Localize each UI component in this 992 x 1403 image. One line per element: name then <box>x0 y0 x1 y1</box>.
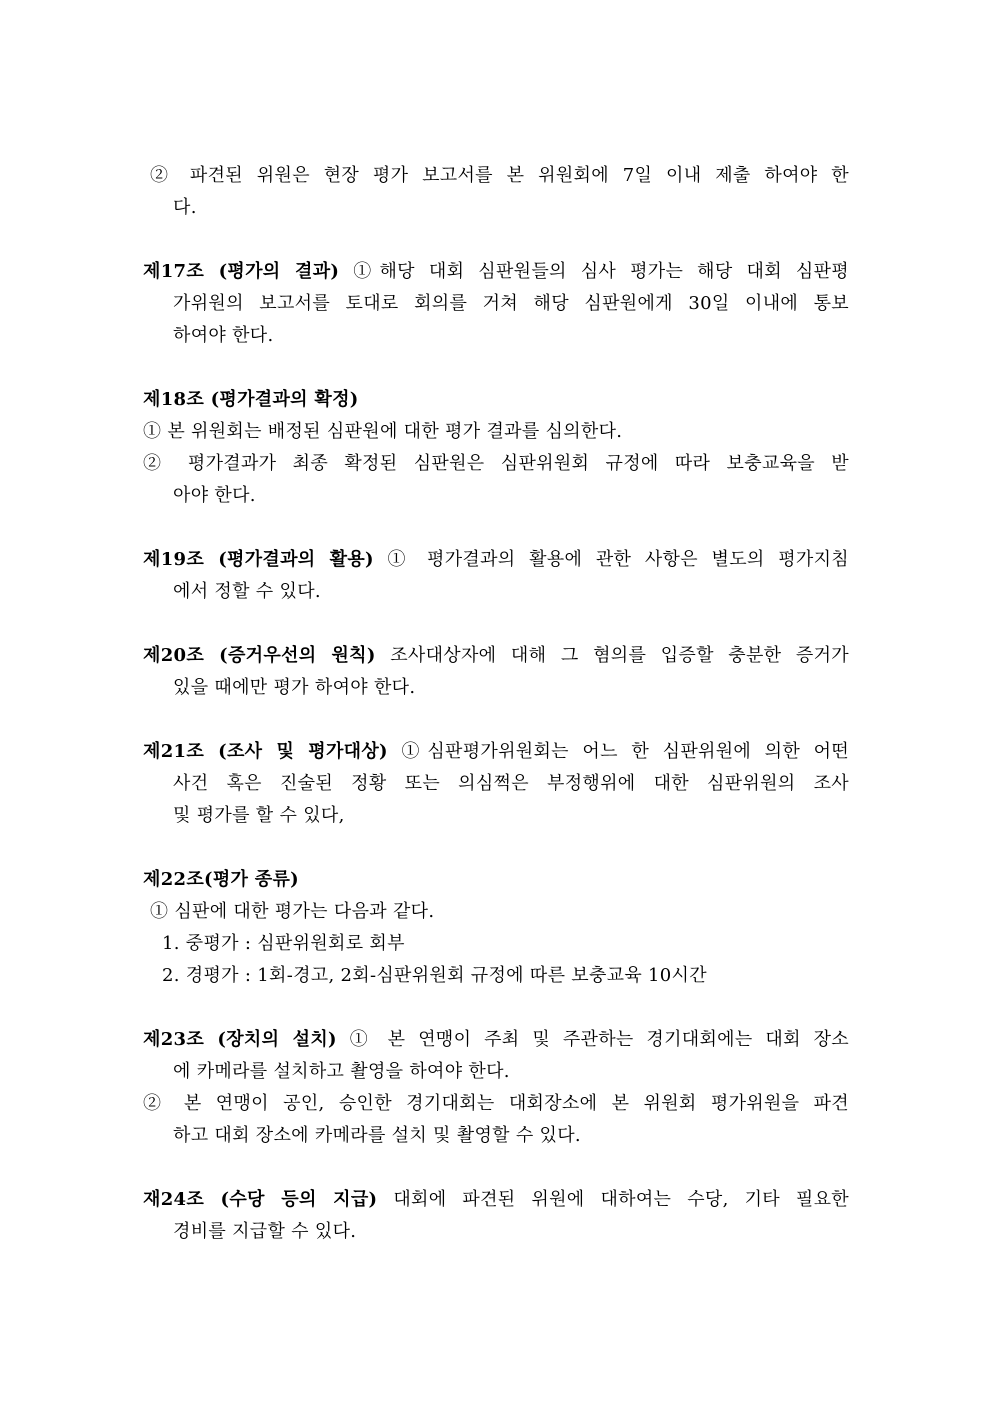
art18-para2-line2: 아야 한다. <box>173 485 256 506</box>
art22-heading: 제22조(평가 종류) <box>143 869 299 890</box>
art23-para2-line1: ② 본 연맹이 공인, 승인한 경기대회는 대회장소에 본 위원회 평가위원을 파견 <box>143 1093 849 1114</box>
art19-line1 <box>143 544 849 576</box>
art21-line1 <box>143 736 849 768</box>
art24-line1 <box>143 1184 849 1216</box>
art16-para2-line1: ② 파견된 위원은 현장 평가 보고서를 본 위원회에 7일 이내 제출 하여야 한 <box>150 165 849 186</box>
art22-item2: 2. 경평가 : 1회-경고, 2회-심판위원회 규정에 따른 보충교육 10시간 <box>162 965 707 986</box>
art16-para2-line2: 다. <box>173 197 197 218</box>
art19-heading: 제19조 (평가결과의 활용) <box>143 549 374 570</box>
art20-line2: 있을 때에만 평가 하여야 한다. <box>173 677 416 698</box>
art23-para2-line2: 하고 대회 장소에 카메라를 설치 및 촬영할 수 있다. <box>173 1125 581 1146</box>
art23-line1 <box>143 1024 849 1056</box>
art17-line2: 가위원의 보고서를 토대로 회의를 거쳐 해당 심판원에게 30일 이내에 통보 <box>173 293 849 314</box>
art24-text1: 대회에 파견된 위원에 대하여는 수당, 기타 필요한 <box>377 1189 849 1210</box>
art18-para1: ① 본 위원회는 배정된 심판원에 대한 평가 결과를 심의한다. <box>143 421 623 442</box>
art24-line2: 경비를 지급할 수 있다. <box>173 1221 357 1242</box>
art18-heading: 제18조 (평가결과의 확정) <box>143 389 359 410</box>
art21-line3: 및 평가를 할 수 있다, <box>173 805 345 826</box>
art22-item1: 1. 중평가 : 심판위원회로 회부 <box>162 933 405 954</box>
art24-heading: 재24조 (수당 등의 지급) <box>143 1189 378 1210</box>
art18-para2-line1: ② 평가결과가 최종 확정된 심판원은 심판위원회 규정에 따라 보충교육을 받 <box>143 453 849 474</box>
art17-line1 <box>143 256 849 288</box>
art17-text1: ①해당 대회 심판원들의 심사 평가는 해당 대회 심판평 <box>339 261 849 282</box>
art21-line2: 사건 혹은 진술된 정황 또는 의심쩍은 부정행위에 대한 심판위원의 조사 <box>173 773 849 794</box>
art20-line1 <box>143 640 849 672</box>
art21-heading: 제21조 (조사 및 평가대상) <box>143 741 388 762</box>
art23-heading: 제23조 (장치의 설치) <box>143 1029 337 1050</box>
art20-heading: 제20조 (증거우선의 원칙) <box>143 645 376 666</box>
art21-text1: ①심판평가위원회는 어느 한 심판위원에 의한 어떤 <box>387 741 849 762</box>
art19-line2: 에서 정할 수 있다. <box>173 581 321 602</box>
art17-line3: 하여야 한다. <box>173 325 274 346</box>
art23-line2: 에 카메라를 설치하고 촬영을 하여야 한다. <box>173 1061 510 1082</box>
art19-text1: ① 평가결과의 활용에 관한 사항은 별도의 평가지침 <box>373 549 849 570</box>
art22-para1: ① 심판에 대한 평가는 다음과 같다. <box>150 901 435 922</box>
art17-heading: 제17조 (평가의 결과) <box>143 261 340 282</box>
art23-text1: ① 본 연맹이 주최 및 주관하는 경기대회에는 대회 장소 <box>336 1029 849 1050</box>
art20-text1: 조사대상자에 대해 그 혐의를 입증할 충분한 증거가 <box>375 645 849 666</box>
